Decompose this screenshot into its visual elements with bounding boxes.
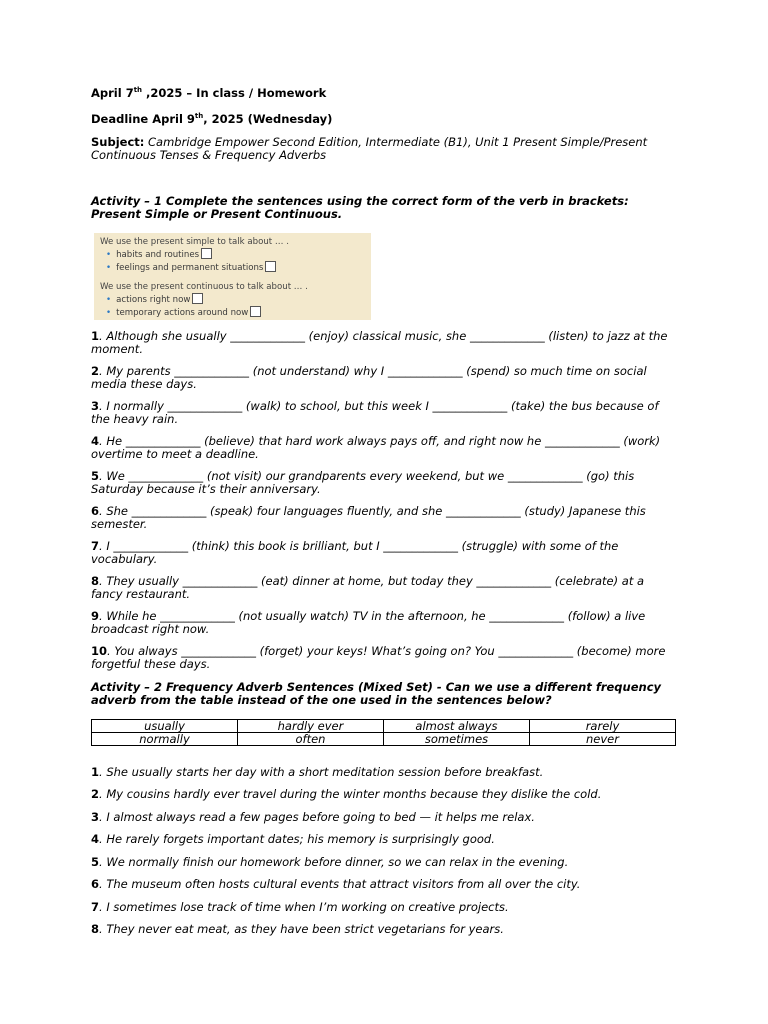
question-text: . I normally _____________ (walk) to school, but this week I _____________ (take) the bus because of the heavy rain. <box>91 398 659 426</box>
question-item <box>91 575 676 601</box>
question-number: 3 <box>91 398 100 413</box>
bullet-icon: • <box>106 307 112 318</box>
sentence-item <box>91 788 676 801</box>
date-rest: ,2025 – In class / Homework <box>142 85 327 100</box>
subject-line <box>91 136 676 162</box>
table-row <box>92 719 676 732</box>
question-number: 8 <box>91 573 100 588</box>
question-item <box>91 645 676 671</box>
question-item <box>91 435 676 461</box>
checkbox[interactable] <box>265 261 276 272</box>
date-text: April 7 <box>91 85 134 100</box>
question-text: . While he _____________ (not usually watch) TV in the afternoon, he _____________ (follow) a live broadcast right now. <box>91 608 646 636</box>
question-number: 9 <box>91 608 100 623</box>
checkbox[interactable] <box>192 293 203 304</box>
table-row <box>92 732 676 745</box>
continuous-item <box>100 293 371 306</box>
sentence-text: . I sometimes lose track of time when I’m working on creative projects. <box>99 899 509 914</box>
question-item <box>91 610 676 636</box>
question-text: . My parents _____________ (not understand) why I _____________ (spend) so much time on social media these days. <box>91 363 647 391</box>
question-number: 2 <box>91 363 100 378</box>
table-cell: sometimes <box>384 732 530 745</box>
simple-item <box>100 248 371 261</box>
sentence-number: 2 <box>91 787 100 802</box>
question-number: 1 <box>91 328 100 343</box>
sentence-item <box>91 901 676 914</box>
simple-item-label: feelings and permanent situations <box>116 262 264 273</box>
activity2-sentences <box>91 766 676 937</box>
sentence-number: 5 <box>91 854 100 869</box>
continuous-heading: We use the present continuous to talk about … . <box>100 281 308 292</box>
frequency-adverb-table <box>91 719 676 746</box>
question-text: . I _____________ (think) this book is brilliant, but I _____________ (struggle) with some of the vocabulary. <box>91 538 619 566</box>
sentence-item <box>91 833 676 846</box>
table-cell: rarely <box>530 719 676 732</box>
question-number: 7 <box>91 538 100 553</box>
table-cell: never <box>530 732 676 745</box>
bullet-icon: • <box>106 262 112 273</box>
sentence-item <box>91 811 676 824</box>
sentence-item <box>91 856 676 869</box>
table-cell: hardly ever <box>238 719 384 732</box>
checkbox[interactable] <box>250 306 261 317</box>
continuous-item <box>100 306 371 319</box>
deadline-rest: , 2025 (Wednesday) <box>203 111 333 126</box>
question-number: 4 <box>91 433 100 448</box>
sentence-item <box>91 878 676 891</box>
question-item <box>91 505 676 531</box>
question-text: . He _____________ (believe) that hard work always pays off, and right now he _____________ (work) overtime to meet a deadline. <box>91 433 661 461</box>
table-cell: normally <box>92 732 238 745</box>
date-heading <box>91 84 676 100</box>
sentence-text: . I almost always read a few pages before going to bed — it helps me relax. <box>99 809 535 824</box>
deadline-text: Deadline April 9 <box>91 111 195 126</box>
sentence-text: . We normally finish our homework before dinner, so we can relax in the evening. <box>99 854 569 869</box>
question-text: . They usually _____________ (eat) dinner at home, but today they _____________ (celebrate) at a fancy restaurant. <box>91 573 645 601</box>
bullet-icon: • <box>106 249 112 260</box>
sentence-text: . The museum often hosts cultural events that attract visitors from all over the city. <box>99 877 581 892</box>
question-text: . You always _____________ (forget) your keys! What’s going on? You _____________ (become) more forgetful these days. <box>91 643 666 671</box>
date-suffix: th <box>133 86 143 94</box>
question-text: . We _____________ (not visit) our grandparents every weekend, but we _____________ (go) this Saturday because it’s their anniversary. <box>91 468 635 496</box>
question-number: 5 <box>91 468 100 483</box>
sentence-number: 4 <box>91 832 100 847</box>
continuous-item-label: temporary actions around now <box>116 307 249 318</box>
table-cell: almost always <box>384 719 530 732</box>
subject-label: Subject: <box>91 134 145 149</box>
deadline-suffix: th <box>194 111 204 120</box>
sentence-number: 6 <box>91 877 100 892</box>
table-cell: often <box>238 732 384 745</box>
table-cell: usually <box>92 719 238 732</box>
sentence-number: 1 <box>91 764 100 779</box>
sentence-number: 8 <box>91 922 100 937</box>
sentence-item <box>91 923 676 936</box>
continuous-item-label: actions right now <box>116 294 191 305</box>
bullet-icon: • <box>106 294 112 305</box>
sentence-number: 7 <box>91 899 100 914</box>
question-number: 10 <box>91 643 108 658</box>
question-item <box>91 330 676 356</box>
sentence-text: . She usually starts her day with a short meditation session before breakfast. <box>99 764 544 779</box>
document-content <box>91 84 676 946</box>
question-number: 6 <box>91 503 100 518</box>
simple-item <box>100 261 371 274</box>
activity1-title: Activity – 1 Complete the sentences using the correct form of the verb in brackets: Present Simple or Present Continuous. <box>91 193 629 221</box>
sentence-item <box>91 766 676 779</box>
question-item <box>91 365 676 391</box>
checkbox[interactable] <box>201 248 212 259</box>
sentence-text: . They never eat meat, as they have been strict vegetarians for years. <box>99 922 504 937</box>
question-text: . Although she usually _____________ (enjoy) classical music, she _____________ (listen) to jazz at the moment. <box>91 328 668 356</box>
question-item <box>91 470 676 496</box>
sentence-text: . He rarely forgets important dates; his memory is surprisingly good. <box>99 832 495 847</box>
activity2-title: Activity – 2 Frequency Adverb Sentences (Mixed Set) - Can we use a different frequency adverb from the table instead of the one used in the sentences below? <box>91 679 662 707</box>
question-item <box>91 540 676 566</box>
simple-heading: We use the present simple to talk about … . <box>100 236 289 247</box>
activity1-questions <box>91 330 676 671</box>
sentence-text: . My cousins hardly ever travel during the winter months because they dislike the cold. <box>99 787 602 802</box>
question-text: . She _____________ (speak) four languages fluently, and she _____________ (study) Japanese this semester. <box>91 503 646 531</box>
grammar-reference-box <box>94 233 371 320</box>
subject-text: Cambridge Empower Second Edition, Intermediate (B1), Unit 1 Present Simple/Present Continuous Tenses & Frequency Adverbs <box>91 134 648 162</box>
sentence-number: 3 <box>91 809 100 824</box>
deadline-heading <box>91 110 676 126</box>
simple-item-label: habits and routines <box>116 249 200 260</box>
question-item <box>91 400 676 426</box>
